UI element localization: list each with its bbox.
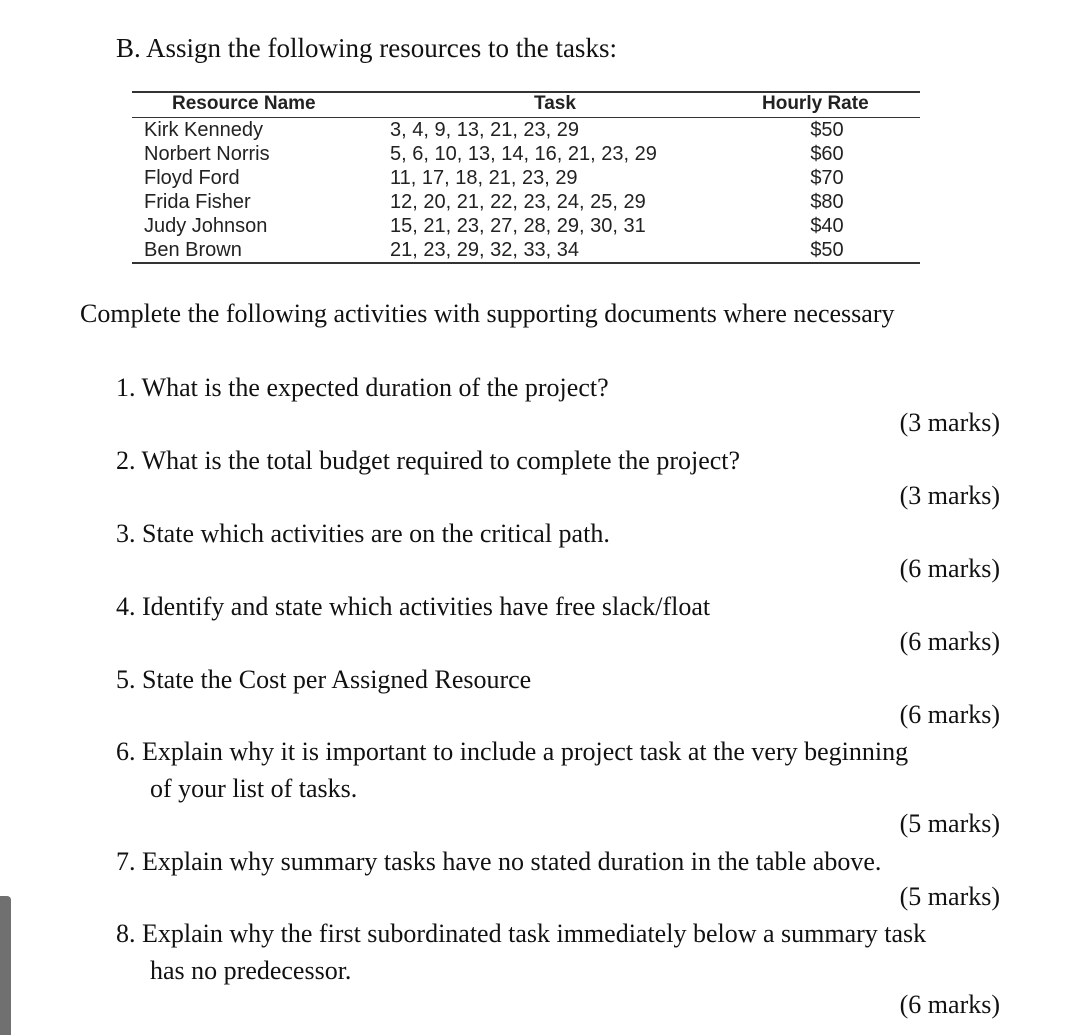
resource-name-cell: Norbert Norris <box>144 143 270 165</box>
hourly-rate-cell: $50 <box>810 119 844 141</box>
task-list-cell: 21, 23, 29, 32, 33, 34 <box>390 239 580 261</box>
question-4: 4. Identify and state which activities have free slack/float <box>116 592 711 621</box>
question-5: 5. State the Cost per Assigned Resource <box>116 665 532 694</box>
task-list-cell: 12, 20, 21, 22, 23, 24, 25, 29 <box>390 191 646 213</box>
table-row <box>132 214 920 238</box>
side-panel-handle[interactable] <box>0 896 11 1035</box>
table-row <box>132 142 920 166</box>
hourly-rate-cell: $40 <box>810 215 844 237</box>
marks-q7: (5 marks) <box>899 882 1000 911</box>
question-6-line-2: of your list of tasks. <box>150 774 358 803</box>
task-list-cell: 3, 4, 9, 13, 21, 23, 29 <box>390 119 580 141</box>
question-7: 7. Explain why summary tasks have no stated duration in the table above. <box>116 847 882 876</box>
task-list-cell: 11, 17, 18, 21, 23, 29 <box>390 167 578 189</box>
question-8-line-2: has no predecessor. <box>150 956 352 985</box>
marks-q3: (6 marks) <box>899 554 1000 583</box>
table-row <box>132 190 920 214</box>
question-1: 1. What is the expected duration of the project? <box>116 373 609 402</box>
table-row <box>132 238 920 262</box>
resource-name-cell: Judy Johnson <box>144 215 268 237</box>
resource-name-cell: Floyd Ford <box>144 167 240 189</box>
resource-name-cell: Ben Brown <box>144 239 242 261</box>
resource-name-cell: Frida Fisher <box>144 191 251 213</box>
table-row <box>132 118 920 142</box>
question-6-line-1: 6. Explain why it is important to include a project task at the very beginning <box>116 737 909 766</box>
hourly-rate-cell: $60 <box>810 143 844 165</box>
column-header-hourly-rate: Hourly Rate <box>762 93 869 114</box>
table-bottom-rule <box>132 262 920 264</box>
marks-q8: (6 marks) <box>899 990 1000 1019</box>
column-header-resource-name: Resource Name <box>172 93 316 114</box>
hourly-rate-cell: $70 <box>810 167 844 189</box>
marks-q4: (6 marks) <box>899 627 1000 656</box>
table-body <box>132 118 920 262</box>
resource-table <box>132 90 920 264</box>
marks-q6: (5 marks) <box>899 809 1000 838</box>
hourly-rate-cell: $80 <box>810 191 844 213</box>
question-8-line-1: 8. Explain why the first subordinated task immediately below a summary task <box>116 919 927 948</box>
marks-q5: (6 marks) <box>899 700 1000 729</box>
question-8 <box>116 915 926 989</box>
instructions-text: Complete the following activities with supporting documents where necessary <box>80 299 895 328</box>
resource-name-cell: Kirk Kennedy <box>144 119 263 141</box>
task-list-cell: 5, 6, 10, 13, 14, 16, 21, 23, 29 <box>390 143 657 165</box>
marks-q2: (3 marks) <box>899 481 1000 510</box>
task-list-cell: 15, 21, 23, 27, 28, 29, 30, 31 <box>390 215 646 237</box>
question-3: 3. State which activities are on the critical path. <box>116 519 610 548</box>
hourly-rate-cell: $50 <box>810 239 844 261</box>
question-6 <box>116 733 908 807</box>
question-2: 2. What is the total budget required to complete the project? <box>116 446 741 475</box>
table-row <box>132 166 920 190</box>
section-heading: B. Assign the following resources to the tasks: <box>116 33 617 63</box>
marks-q1: (3 marks) <box>899 408 1000 437</box>
column-header-task: Task <box>534 93 576 114</box>
